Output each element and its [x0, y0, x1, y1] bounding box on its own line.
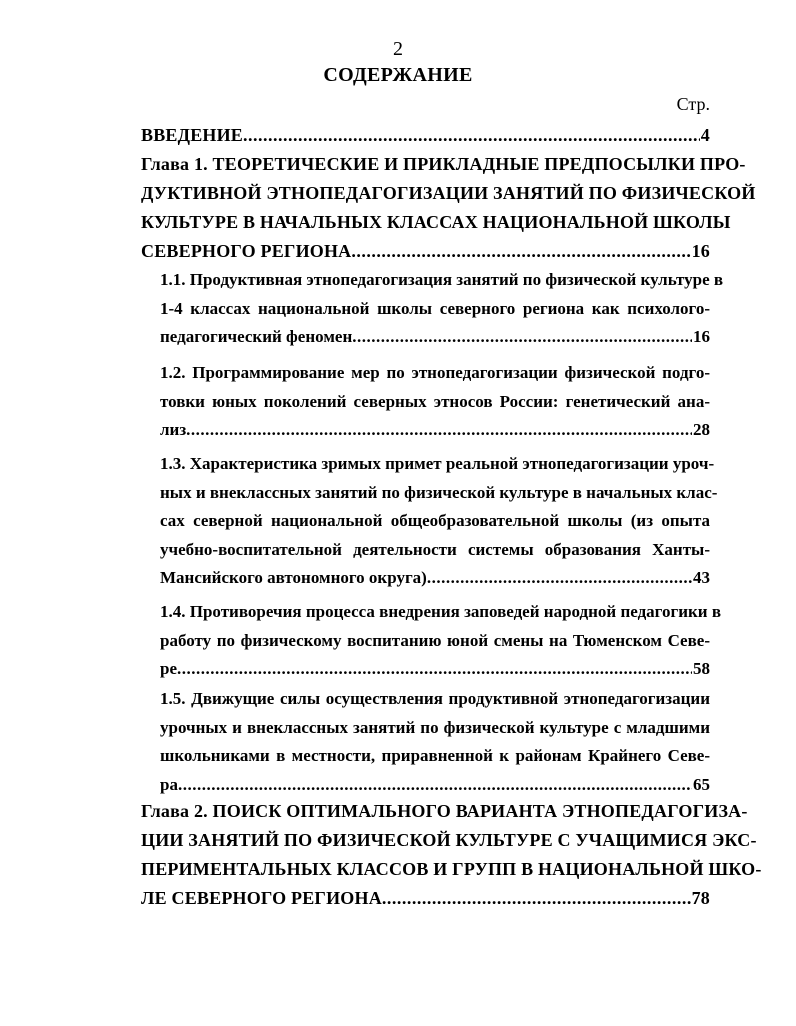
- entry-line: работу по физическому воспитанию юной смены на Тюменском Севе-: [160, 630, 710, 650]
- entry-line: ПЕРИМЕНТАЛЬНЫХ КЛАССОВ И ГРУПП В НАЦИОНАЛЬНОЙ ШКО-: [141, 859, 762, 879]
- entry-line: Глава 1. ТЕОРЕТИЧЕСКИЕ И ПРИКЛАДНЫЕ ПРЕДПОСЫЛКИ ПРО-: [141, 154, 746, 174]
- toc-title: СОДЕРЖАНИЕ: [323, 64, 473, 86]
- leader-dots: [351, 237, 690, 266]
- entry-line: учебно-воспитательной деятельности системы образования Ханты-: [160, 539, 710, 559]
- entry-label: ЛЕ СЕВЕРНОГО РЕГИОНА: [141, 888, 382, 908]
- entry-line: 1.3. Характеристика зримых примет реальной этнопедагогизации уроч-: [160, 454, 715, 473]
- entry-line: школьниками в местности, приравненной к районам Крайнего Севе-: [160, 746, 710, 765]
- leader-dots: [177, 655, 692, 684]
- entry-label: Мансийского автономного округа): [160, 568, 427, 587]
- leader-dots: [186, 416, 692, 445]
- entry-line: 1-4 классах национальной школы северного региона как психолого-: [160, 298, 710, 318]
- entry-line: 1.1. Продуктивная этнопедагогизация занятий по физической культуре в: [160, 270, 724, 289]
- leader-dots: [382, 884, 691, 913]
- entry-line: ных и внеклассных занятий по физической культуре в начальных клас-: [160, 482, 718, 502]
- entry-line: 1.5. Движущие силы осуществления продуктивной этнопедагогизации: [160, 689, 710, 708]
- entry-line: ДУКТИВНОЙ ЭТНОПЕДАГОГИЗАЦИИ ЗАНЯТИЙ ПО ФИЗИЧЕСКОЙ: [141, 183, 756, 203]
- toc-entry-section-1-4[interactable]: [160, 598, 722, 684]
- entry-line: 1.4. Противоречия процесса внедрения заповедей народной педагогики в: [160, 602, 722, 621]
- entry-page: 16: [693, 327, 710, 346]
- toc-entry-section-1-3[interactable]: [160, 450, 718, 593]
- entry-label: ре: [160, 659, 177, 678]
- entry-page: 28: [693, 420, 710, 439]
- entry-line: сах северной национальной общеобразовательной школы (из опыта: [160, 511, 710, 530]
- toc-entry-section-1-1[interactable]: [160, 266, 724, 352]
- entry-page: 4: [700, 125, 710, 145]
- entry-page: 65: [693, 774, 710, 794]
- leader-dots: [352, 323, 692, 352]
- entry-line: 1.2. Программирование мер по этнопедагогизации физической подго-: [160, 363, 710, 382]
- leader-dots: [427, 564, 692, 593]
- entry-label: лиз: [160, 420, 187, 439]
- entry-line: товки юных поколений северных этносов России: генетический ана-: [160, 391, 710, 411]
- page-column-label: Стр.: [676, 94, 710, 114]
- entry-line: Глава 2. ПОИСК ОПТИМАЛЬНОГО ВАРИАНТА ЭТНОПЕДАГОГИЗА-: [141, 801, 748, 821]
- entry-label: ВВЕДЕНИЕ: [141, 125, 244, 145]
- entry-page: 16: [691, 241, 710, 261]
- toc-entry-intro[interactable]: [141, 121, 710, 150]
- leader-dots: [178, 771, 692, 800]
- entry-line: КУЛЬТУРЕ В НАЧАЛЬНЫХ КЛАССАХ НАЦИОНАЛЬНОЙ ШКОЛЫ: [141, 212, 731, 232]
- entry-line: ЦИИ ЗАНЯТИЙ ПО ФИЗИЧЕСКОЙ КУЛЬТУРЕ С УЧАЩИМИСЯ ЭКС-: [141, 830, 757, 850]
- page-number: 2: [393, 38, 403, 60]
- entry-page: 78: [691, 888, 710, 908]
- toc-entry-section-1-5[interactable]: [160, 685, 710, 799]
- entry-page: 43: [693, 568, 710, 587]
- entry-label: СЕВЕРНОГО РЕГИОНА: [141, 241, 352, 261]
- entry-label: педагогический феномен: [160, 327, 353, 346]
- toc-entry-section-1-2[interactable]: [160, 359, 710, 445]
- toc-entry-chapter-1[interactable]: [141, 150, 756, 266]
- entry-page: 58: [693, 659, 710, 678]
- toc-entry-chapter-2[interactable]: [141, 797, 762, 913]
- entry-label: ра: [160, 774, 178, 794]
- leader-dots: [243, 121, 700, 150]
- entry-line: урочных и внеклассных занятий по физической культуре с младшими: [160, 717, 710, 737]
